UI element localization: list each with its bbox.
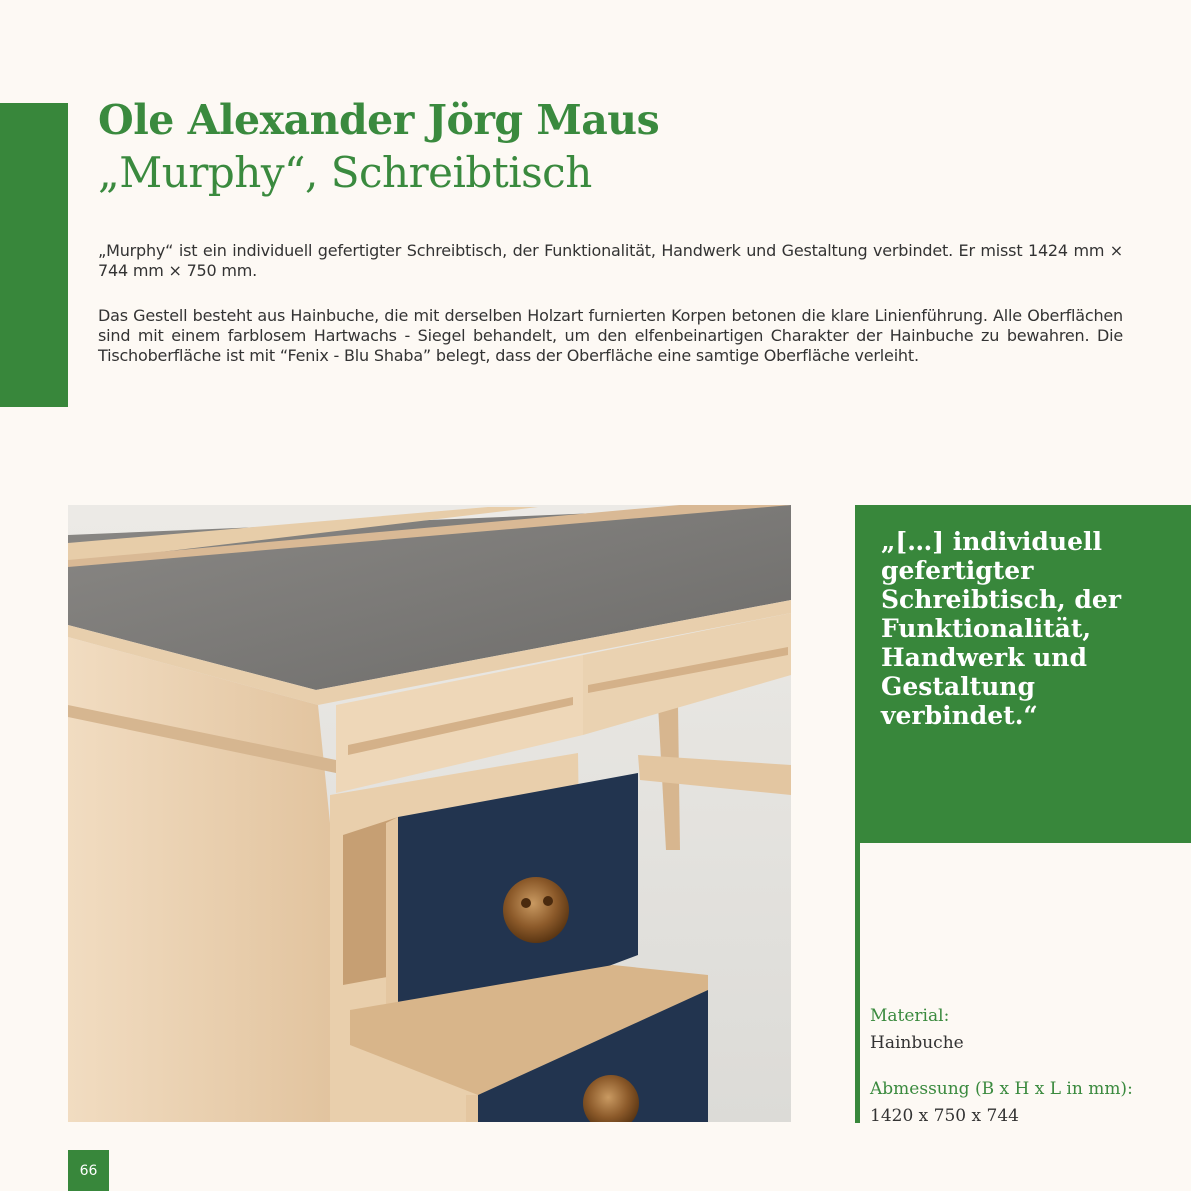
description-paragraph-2: Das Gestell besteht aus Hainbuche, die mit derselben Holzart furnierten Korpen betonen die klare Linienführung. Alle Oberflächen sind mit einem farblosem Hartwachs - Siegel behandelt, um den elfenbeinartigen Charakter der Hainbuche zu bewahren. Die Tischoberfläche ist mit “Fenix - Blu Shaba” belegt, dass der Oberfläche eine samtige Oberfläche verleiht.: [98, 306, 1123, 365]
material-value: Hainbuche: [870, 1033, 964, 1053]
page-title: „Murphy“, Schreibtisch: [98, 148, 592, 197]
dimension-label: Abmessung (B x H x L in mm):: [870, 1079, 1133, 1099]
accent-bar: [0, 103, 68, 407]
spec-divider: [855, 843, 860, 1123]
page-number: [68, 1150, 109, 1191]
description-paragraph-1: „Murphy“ ist ein individuell gefertigter Schreibtisch, der Funktionalität, Handwerk und Gestaltung verbindet. Er misst 1424 mm × 744 mm × 750 mm.: [98, 241, 1123, 280]
pull-quote: [855, 505, 1191, 843]
author-name: Ole Alexander Jörg Maus: [98, 96, 660, 144]
material-label: Material:: [870, 1006, 950, 1026]
desk-photo: [68, 505, 791, 1122]
page-number-text: 66: [79, 1162, 98, 1179]
dimension-value: 1420 x 750 x 744: [870, 1106, 1019, 1126]
pull-quote-text: „[…] individuell gefertigter Schreibtisch, der Funktionalität, Handwerk und Gestaltung verbindet.“: [881, 527, 1121, 730]
